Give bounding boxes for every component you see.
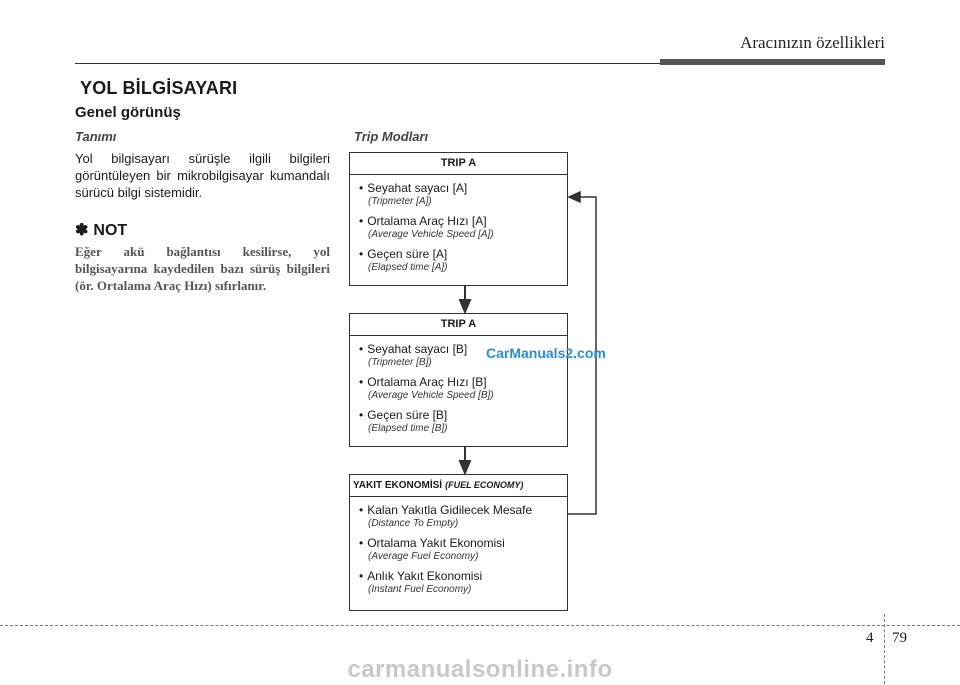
trip-a-box-title: TRIP A <box>350 153 567 175</box>
item-label: Kalan Yakıtla Gidilecek Mesafe <box>367 503 533 517</box>
bullet: • <box>359 503 364 517</box>
fuel-economy-title-sub: (FUEL ECONOMY) <box>445 480 524 490</box>
item-label: Seyahat sayacı [A] <box>367 181 468 195</box>
item-sub: (Average Fuel Economy) <box>368 551 479 562</box>
item-label: Anlık Yakıt Ekonomisi <box>367 569 483 583</box>
trip-modes-heading: Trip Modları <box>354 129 429 144</box>
item-sub: (Average Vehicle Speed [B]) <box>368 390 494 401</box>
bullet: • <box>359 569 364 583</box>
item-label: Seyahat sayacı [B] <box>367 342 468 356</box>
bullet: • <box>359 181 364 195</box>
item-label: Ortalama Yakıt Ekonomisi <box>367 536 505 550</box>
bullet: • <box>359 375 364 389</box>
chapter-number: 4 <box>866 630 874 646</box>
bullet: • <box>359 247 364 261</box>
footer-dashed-rule <box>0 625 960 626</box>
bullet: • <box>359 214 364 228</box>
chapter-header-title: Aracınızın özellikleri <box>740 33 885 52</box>
page-number: 79 <box>892 630 907 646</box>
item-label: Ortalama Araç Hızı [B] <box>367 375 487 389</box>
item-sub: (Elapsed time [A]) <box>368 262 448 273</box>
inline-watermark: CarManuals2.com <box>486 345 606 361</box>
item-sub: (Average Vehicle Speed [A]) <box>368 229 494 240</box>
item-label: Ortalama Araç Hızı [A] <box>367 214 487 228</box>
bullet: • <box>359 536 364 550</box>
item-sub: (Distance To Empty) <box>368 518 459 529</box>
arrow-box2-to-box3 <box>460 447 470 473</box>
arrow-box1-to-box2 <box>460 286 470 312</box>
item-sub: (Instant Fuel Economy) <box>368 584 472 595</box>
note-text: Eğer akü bağlantısı kesilirse, yol bilgisayarına kaydedilen bazı sürüş bilgileri (ör. Ortalama Araç Hızı) sıfırlanır. <box>75 244 330 293</box>
bullet: • <box>359 342 364 356</box>
item-sub: (Elapsed time [B]) <box>368 423 448 434</box>
subsection-title: Genel görünüş <box>75 104 181 121</box>
trip-b-box-title: TRIP A <box>350 314 567 336</box>
item-label: Geçen süre [B] <box>367 408 448 422</box>
fuel-economy-title: YAKIT EKONOMİSİ <box>353 480 443 491</box>
footer-watermark: carmanualsonline.info <box>347 656 613 683</box>
definition-heading: Tanımı <box>75 129 117 144</box>
bullet: • <box>359 408 364 422</box>
item-sub: (Tripmeter [B]) <box>368 357 432 368</box>
definition-text: Yol bilgisayarı sürüşle ilgili bilgileri görüntüleyen bir mikrobilgisayar kumandalı sürücü bilgi sistemidir. <box>75 151 330 200</box>
section-title: YOL BİLGİSAYARI <box>80 78 238 98</box>
item-label: Geçen süre [A] <box>367 247 448 261</box>
note-heading-label: NOT <box>93 222 128 239</box>
note-star-icon: ✽ <box>75 222 89 239</box>
item-sub: (Tripmeter [A]) <box>368 196 432 207</box>
